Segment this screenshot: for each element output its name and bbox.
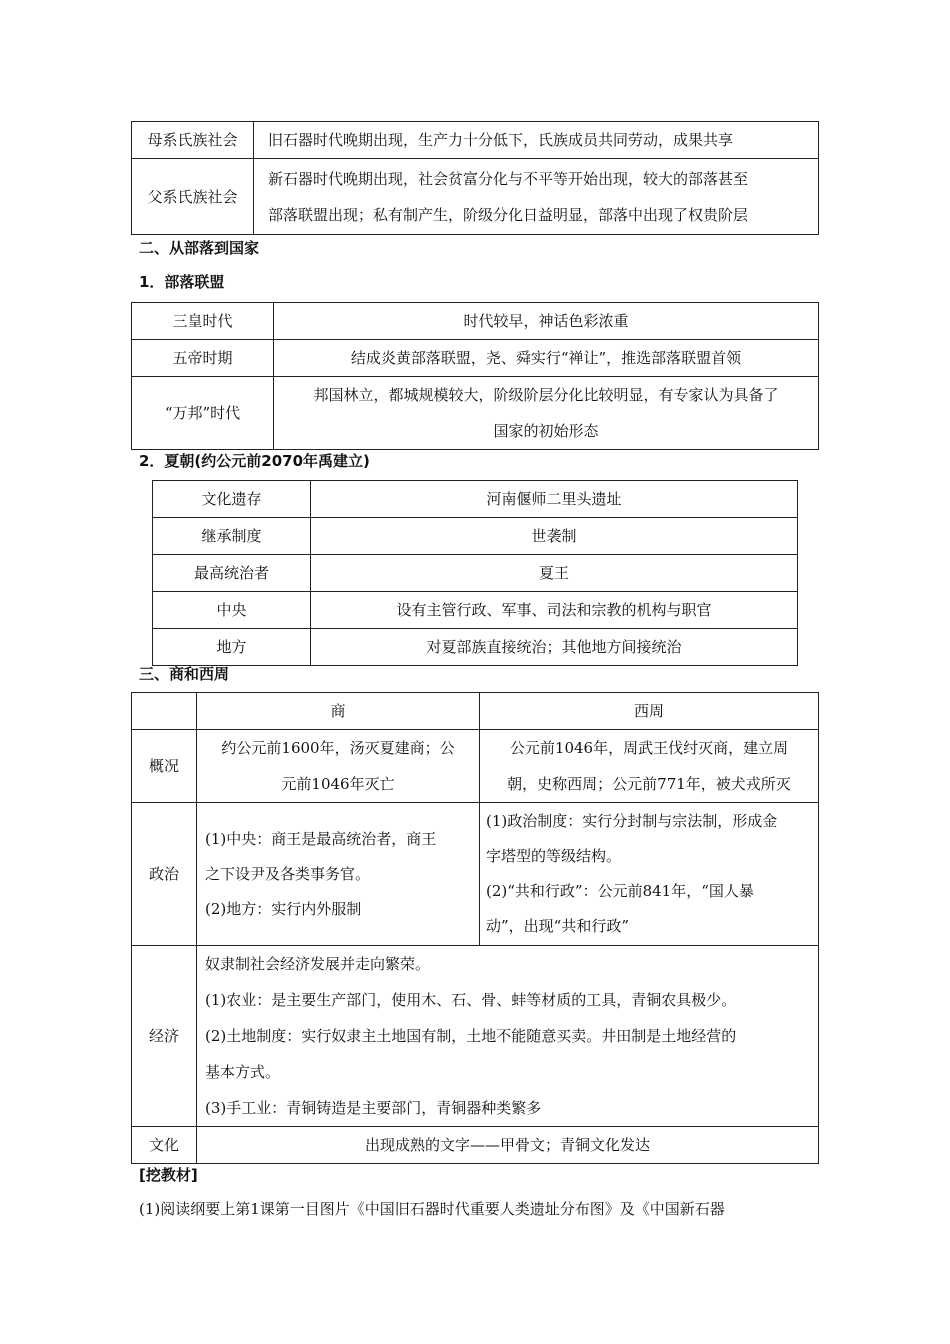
table-row [132, 303, 819, 340]
row-line: 旧石器时代晚期出现，生产力十分低下，氏族成员共同劳动，成果共享 [268, 131, 734, 149]
table-header-row [132, 693, 819, 730]
cell-line: 朝，史称西周；公元前771年，被犬戎所灭 [507, 775, 791, 793]
column-header-shang: 商 [197, 693, 480, 730]
cell-line: (2)土地制度：实行奴隶主土地国有制，土地不能随意买卖。井田制是土地经营的 [205, 1027, 737, 1045]
economy-cell [197, 946, 819, 1127]
row-label: 经济 [132, 946, 197, 1127]
clan-society-table [131, 121, 819, 235]
xizhou-cell [480, 803, 819, 946]
cell-line: 基本方式。 [205, 1063, 281, 1081]
cell-line: (3)手工业：青铜铸造是主要部门，青铜器种类繁多 [205, 1099, 542, 1117]
table-row [153, 481, 798, 518]
row-label: 父系氏族社会 [132, 159, 254, 235]
row-value [254, 159, 819, 235]
row-label: 五帝时期 [132, 340, 274, 377]
cell-line: 动”，出现“共和行政” [486, 917, 630, 935]
corner-cell [132, 693, 197, 730]
table-row [132, 730, 819, 803]
cell-line: 公元前1046年，周武王伐纣灭商，建立周 [509, 739, 789, 757]
row-label: 最高统治者 [153, 555, 311, 592]
table-row [153, 518, 798, 555]
row-value: 夏王 [311, 555, 798, 592]
cell-line: (2)“共和行政”：公元前841年，“国人暴 [486, 882, 754, 900]
row-label: 概况 [132, 730, 197, 803]
row-label: 继承制度 [153, 518, 311, 555]
cell-line: (2)地方：实行内外服制 [205, 899, 362, 918]
textbook-paragraph: (1)阅读纲要上第1课第一目图片《中国旧石器时代重要人类遗址分布图》及《中国新石器 [139, 1200, 725, 1218]
table-row [132, 159, 819, 235]
shang-cell [197, 803, 480, 946]
table-row [132, 803, 819, 946]
subsection-title-tribal-alliance: 1．部落联盟 [139, 273, 225, 291]
row-value: 河南偃师二里头遗址 [311, 481, 798, 518]
textbook-tag: [挖教材] [139, 1166, 198, 1184]
cell-line: (1)中央：商王是最高统治者，商王 [205, 829, 437, 848]
row-line: 国家的初始形态 [493, 422, 599, 440]
row-value [274, 303, 819, 340]
row-label: 三皇时代 [132, 303, 274, 340]
row-value [274, 340, 819, 377]
section-title-tribe-to-state: 二、从部落到国家 [139, 239, 260, 257]
cell-line: 之下设尹及各类事务官。 [205, 864, 371, 883]
row-line: 结成炎黄部落联盟，尧、舜实行“禅让”，推选部落联盟首领 [350, 349, 742, 367]
row-label: 母系氏族社会 [132, 122, 254, 159]
table-row [132, 946, 819, 1127]
shang-zhou-table [131, 692, 819, 1164]
row-line: 时代较早，神话色彩浓重 [463, 312, 629, 330]
row-value [274, 377, 819, 450]
row-value [254, 122, 819, 159]
row-value: 设有主管行政、军事、司法和宗教的机构与职官 [311, 592, 798, 629]
table-row [132, 340, 819, 377]
cell-line: 元前1046年灭亡 [281, 775, 395, 793]
table-row [153, 592, 798, 629]
row-label: 文化 [132, 1127, 197, 1164]
column-header-xizhou: 西周 [480, 693, 819, 730]
table-row [153, 555, 798, 592]
culture-cell: 出现成熟的文字——甲骨文；青铜文化发达 [197, 1127, 819, 1164]
table-row [153, 629, 798, 666]
row-line: 部落联盟出现；私有制产生，阶级分化日益明显，部落中出现了权贵阶层 [268, 205, 749, 224]
row-line: 新石器时代晚期出现，社会贫富分化与不平等开始出现，较大的部落甚至 [268, 169, 749, 188]
table-row [132, 377, 819, 450]
cell-line: (1)政治制度：实行分封制与宗法制，形成金 [486, 812, 778, 830]
cell-line: 字塔型的等级结构。 [486, 847, 622, 865]
shang-cell [197, 730, 480, 803]
row-label: 地方 [153, 629, 311, 666]
xia-dynasty-table [152, 480, 798, 666]
subsection-title-xia-dynasty: 2．夏朝(约公元前2070年禹建立) [139, 452, 370, 470]
row-value: 对夏部族直接统治；其他地方间接统治 [311, 629, 798, 666]
row-label: 政治 [132, 803, 197, 946]
cell-line: 奴隶制社会经济发展并走向繁荣。 [205, 955, 431, 973]
cell-line: 约公元前1600年，汤灭夏建商；公 [221, 739, 455, 757]
table-row [132, 1127, 819, 1164]
row-label: 中央 [153, 592, 311, 629]
section-title-shang-zhou: 三、商和西周 [139, 665, 230, 683]
row-label: 文化遗存 [153, 481, 311, 518]
row-value: 世袭制 [311, 518, 798, 555]
row-line: 邦国林立，都城规模较大，阶级阶层分化比较明显，有专家认为具备了 [313, 386, 779, 404]
tribal-alliance-table [131, 302, 819, 450]
cell-line: (1)农业：是主要生产部门，使用木、石、骨、蚌等材质的工具，青铜农具极少。 [205, 991, 737, 1009]
xizhou-cell [480, 730, 819, 803]
table-row [132, 122, 819, 159]
row-label: “万邦”时代 [132, 377, 274, 450]
